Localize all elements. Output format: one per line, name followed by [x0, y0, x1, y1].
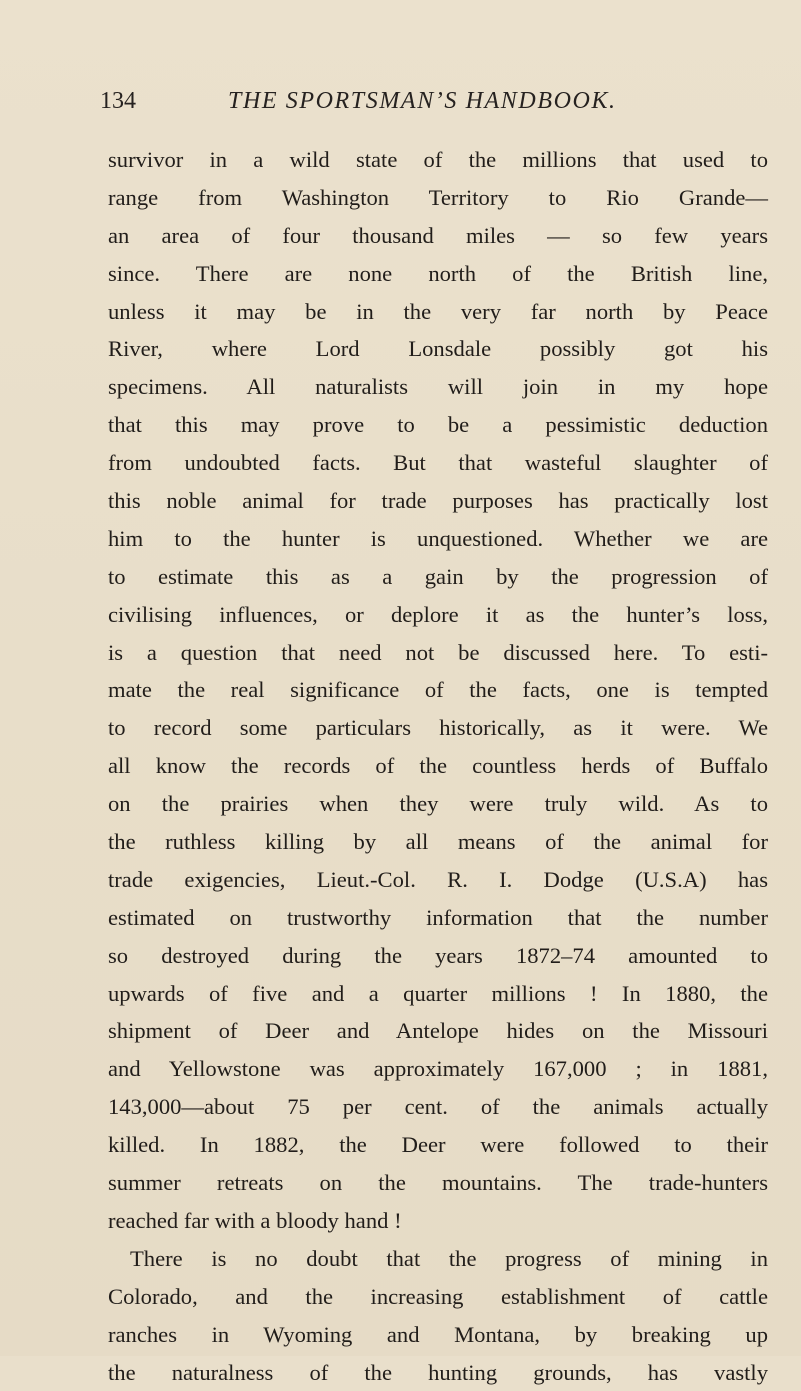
text-line: the naturalness of the hunting grounds, has vastly — [108, 1354, 768, 1391]
book-title: THE SPORTSMAN’S HANDBOOK. — [228, 86, 617, 116]
text-line: survivor in a wild state of the millions that used to — [108, 141, 768, 179]
text-line: trade exigencies, Lieut.-Col. R. I. Dodge (U.S.A) has — [108, 861, 768, 899]
text-line: that this may prove to be a pessimistic deduction — [108, 406, 768, 444]
text-line: to estimate this as a gain by the progression of — [108, 558, 768, 596]
text-line: summer retreats on the mountains. The trade-hunters — [108, 1164, 768, 1202]
text-line: him to the hunter is unquestioned. Whether we are — [108, 520, 768, 558]
text-line: since. There are none north of the British line, — [108, 255, 768, 293]
page-number: 134 — [100, 86, 136, 116]
text-line: this noble animal for trade purposes has practically lost — [108, 482, 768, 520]
text-line: on the prairies when they were truly wild. As to — [108, 785, 768, 823]
text-line: 143,000—about 75 per cent. of the animals actually — [108, 1088, 768, 1126]
text-line: There is no doubt that the progress of mining in — [108, 1240, 768, 1278]
text-line: from undoubted facts. But that wasteful slaughter of — [108, 444, 768, 482]
text-line: shipment of Deer and Antelope hides on the Missouri — [108, 1012, 768, 1050]
text-line: Colorado, and the increasing establishment of cattle — [108, 1278, 768, 1316]
text-line: River, where Lord Lonsdale possibly got his — [108, 330, 768, 368]
text-line: civilising influences, or deplore it as the hunter’s loss, — [108, 596, 768, 634]
text-line: unless it may be in the very far north by Peace — [108, 293, 768, 331]
text-line: estimated on trustworthy information that the number — [108, 899, 768, 937]
text-line: range from Washington Territory to Rio Grande— — [108, 179, 768, 217]
text-line: so destroyed during the years 1872–74 amounted to — [108, 937, 768, 975]
running-head — [0, 86, 801, 120]
text-line: and Yellowstone was approximately 167,000 ; in 1881, — [108, 1050, 768, 1088]
text-line: upwards of five and a quarter millions ! In 1880, the — [108, 975, 768, 1013]
text-line: mate the real significance of the facts, one is tempted — [108, 671, 768, 709]
text-line: to record some particulars historically, as it were. We — [108, 709, 768, 747]
text-line: specimens. All naturalists will join in my hope — [108, 368, 768, 406]
text-line: is a question that need not be discussed here. To esti- — [108, 634, 768, 672]
text-line: ranches in Wyoming and Montana, by breaking up — [108, 1316, 768, 1354]
text-line: reached far with a bloody hand ! — [108, 1202, 768, 1240]
body-text — [108, 141, 768, 1391]
text-line: all know the records of the countless herds of Buffalo — [108, 747, 768, 785]
text-line: killed. In 1882, the Deer were followed to their — [108, 1126, 768, 1164]
text-line: an area of four thousand miles — so few years — [108, 217, 768, 255]
text-line: the ruthless killing by all means of the animal for — [108, 823, 768, 861]
